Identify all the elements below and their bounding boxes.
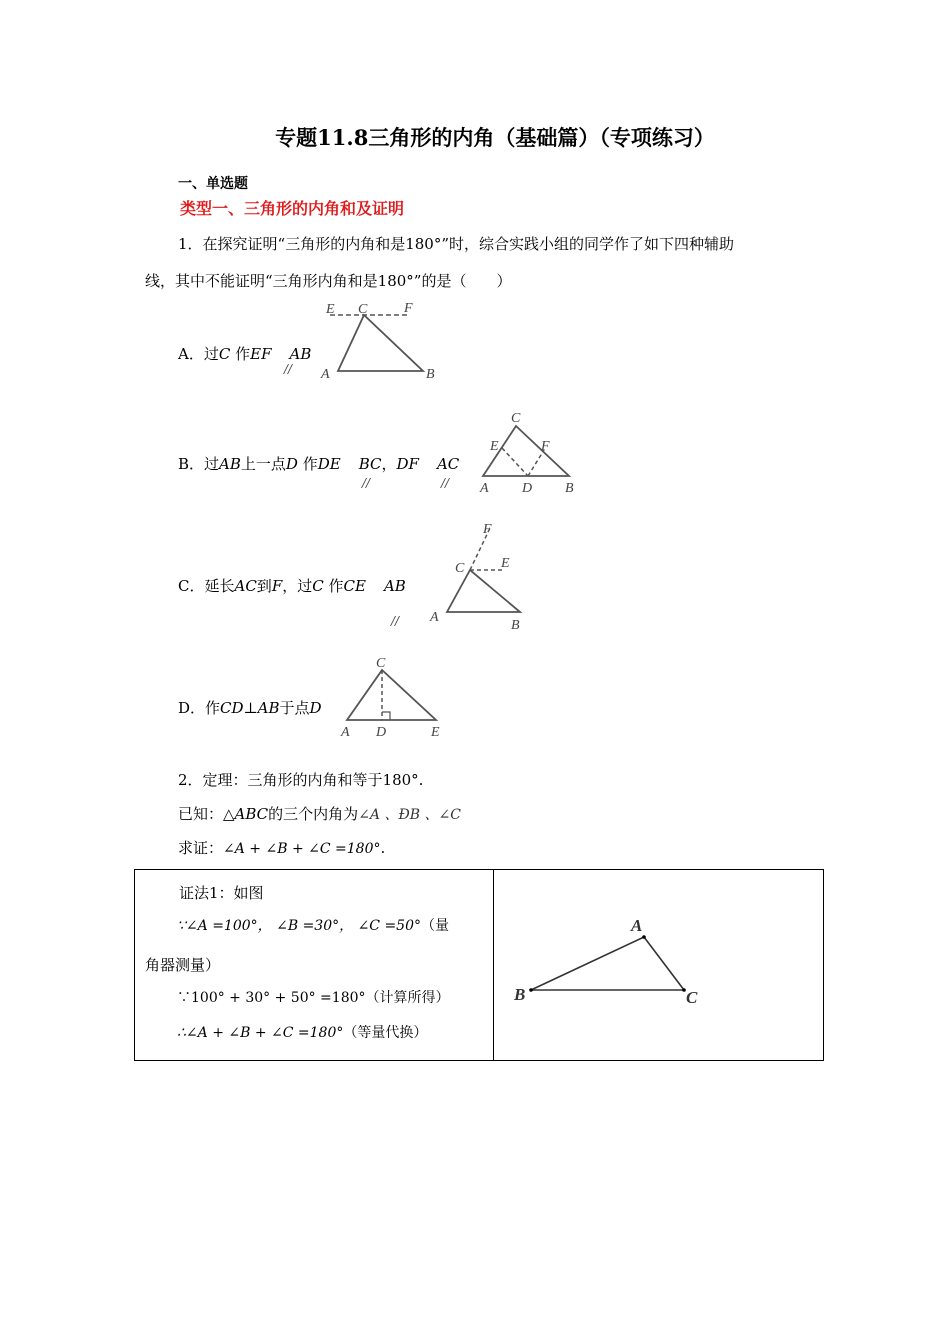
proof-figure	[494, 870, 822, 1056]
label-b: B	[426, 367, 435, 382]
q2-known: 已知：△ABC的三个内角为∠A 、ÐB 、∠C	[178, 805, 461, 823]
label-b: B	[511, 618, 520, 633]
figure-d	[336, 652, 451, 742]
triangle-abc	[447, 570, 520, 612]
proof-line1: 证法1：如图	[179, 884, 264, 902]
triangle-abc	[531, 937, 684, 990]
label-f: F	[541, 439, 550, 454]
triangle-abc	[338, 315, 423, 371]
triangle-ace	[347, 670, 436, 720]
label-e: E	[501, 556, 510, 571]
proof-line5: ∴∠A + ∠B + ∠C =180°（等量代换）	[177, 1025, 428, 1041]
label-f: F	[404, 301, 413, 316]
proof-line3: 角器测量）	[145, 956, 221, 974]
parallel-mark-b2: //	[441, 476, 450, 490]
proof-table	[134, 869, 824, 1061]
q1-line1: 1．在探究证明“三角形的内角和是180°”时，综合实践小组的同学作了如下四种辅助	[178, 235, 735, 253]
option-b[interactable]: B．过AB上一点D 作DE BC，DF AC	[178, 455, 460, 473]
section-heading: 一、单选题	[178, 176, 248, 192]
label-a: A	[321, 367, 330, 382]
proof-line4: ∵100° + 30° + 50° =180°（计算所得）	[177, 990, 450, 1006]
label-a: A	[430, 610, 439, 625]
page-title: 专题11.8三角形的内角（基础篇）（专项练习）	[275, 125, 715, 150]
option-a[interactable]: A．过C 作EF AB	[178, 345, 312, 363]
label-b: B	[565, 481, 574, 496]
label-e: E	[490, 439, 499, 454]
figure-c	[425, 516, 535, 636]
label-d: D	[376, 725, 387, 740]
q2-prove: 求证：∠A + ∠B + ∠C =180°.	[178, 839, 386, 857]
label-a: A	[341, 725, 350, 740]
parallel-mark-a: //	[284, 362, 293, 376]
label-d: D	[522, 481, 533, 496]
label-c: C	[511, 411, 521, 426]
parallel-mark-c: //	[391, 614, 400, 628]
type-heading: 类型一、三角形的内角和及证明	[180, 199, 405, 218]
figure-a	[318, 296, 448, 384]
label-a: A	[480, 481, 489, 496]
label-a: A	[631, 916, 643, 935]
label-f: F	[483, 522, 492, 537]
option-d[interactable]: D．作CD⊥AB于点D	[178, 699, 322, 717]
line-de	[502, 448, 528, 476]
label-e: E	[326, 302, 335, 317]
option-c[interactable]: C．延长AC到F，过C 作CE AB	[178, 577, 406, 595]
q2-line1: 2．定理：三角形的内角和等于180°.	[178, 771, 424, 789]
label-c: C	[376, 656, 386, 671]
parallel-mark-b1: //	[362, 476, 371, 490]
label-c: C	[686, 988, 698, 1007]
label-c: C	[358, 302, 368, 317]
figure-b	[474, 405, 584, 497]
q1-line2: 线，其中不能证明“三角形内角和是180°”的是（ ）	[145, 272, 512, 290]
proof-line2: ∵∠A =100°， ∠B =30°， ∠C =50°（量	[177, 918, 450, 934]
label-e: E	[431, 725, 440, 740]
label-c: C	[455, 561, 465, 576]
proof-text-cell	[135, 870, 494, 1061]
right-angle-mark	[382, 712, 390, 720]
label-b: B	[514, 985, 526, 1004]
proof-figure-cell	[494, 870, 824, 1061]
